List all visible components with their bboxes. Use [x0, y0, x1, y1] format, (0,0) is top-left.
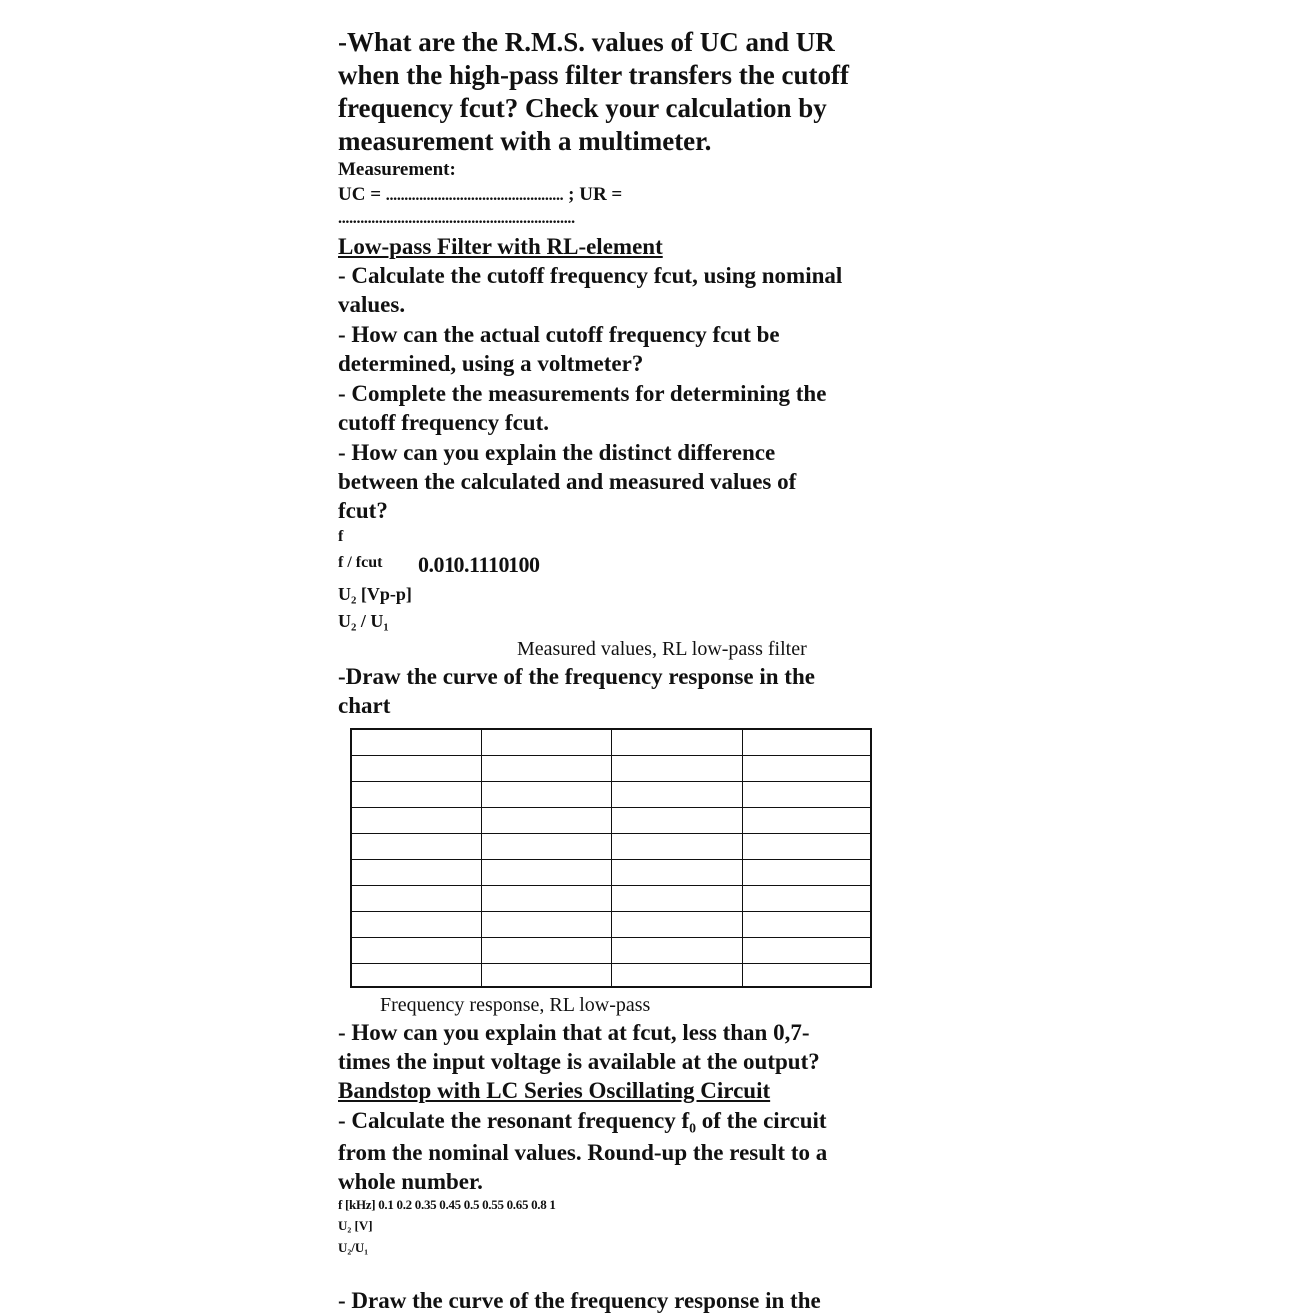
grid-hline [352, 833, 870, 834]
table1-row-ratio-label: f / fcut [338, 554, 383, 571]
grid-vline [481, 730, 482, 986]
bandstop-row-u2: U₂ [V] [338, 1218, 373, 1233]
question-rms-line-3: frequency fcut? Check your calculation by [338, 93, 827, 123]
lowpass-q2-line-2: determined, using a voltmeter? [338, 351, 644, 376]
grid-hline [352, 937, 870, 938]
lowpass-q3-line-2: cutoff frequency fcut. [338, 410, 549, 435]
lowpass-q4-line-2: between the calculated and measured values of [338, 469, 797, 494]
uc-dots: ................................................ [385, 187, 564, 204]
lowpass-heading: Low-pass Filter with RL-element [338, 234, 663, 259]
bandstop-row-u2u1: U₂/U₁ [338, 1240, 369, 1255]
bandstop-row-f: f [kHz] 0.1 0.2 0.35 0.45 0.5 0.55 0.65 0.8 1 [338, 1197, 556, 1212]
uc-label: UC = [338, 184, 386, 205]
bandstop-heading: Bandstop with LC Series Oscillating Circuit [338, 1078, 771, 1103]
grid-hline [352, 781, 870, 782]
grid-vline [611, 730, 612, 986]
question-rms-line-4: measurement with a multimeter. [338, 126, 712, 156]
grid-hline [352, 807, 870, 808]
grid-vline [742, 730, 743, 986]
lowpass-q4-line-3: fcut? [338, 498, 388, 523]
table1-row-f: f [338, 528, 344, 545]
bandstop-q1-line-3: whole number. [338, 1169, 483, 1194]
table1-caption: Measured values, RL low-pass filter [517, 638, 807, 660]
table1-row-ratio-values: 0.01 0.1 1 10 100 [418, 552, 540, 577]
chart-caption: Frequency response, RL low-pass [380, 994, 651, 1016]
ur-label: ; UR = [563, 184, 623, 205]
question-rms-line-1: -What are the R.M.S. values of UC and UR [338, 27, 835, 57]
table1-row-u2u1: U₂ / U₁ [338, 611, 389, 631]
bandstop-q1-line-2: from the nominal values. Round-up the result to a [338, 1140, 828, 1165]
frequency-response-grid [350, 728, 872, 988]
measurement-label: Measurement: [338, 159, 456, 180]
lowpass-q2-line-1: - How can the actual cutoff frequency fcut be [338, 322, 780, 347]
grid-hline [352, 755, 870, 756]
lowpass-q4-line-1: - How can you explain the distinct difference [338, 440, 776, 465]
draw2-line-1: - Draw the curve of the frequency response in the [338, 1288, 821, 1313]
grid-hline [352, 859, 870, 860]
measurement-line [338, 184, 622, 206]
lowpass-q1-line-2: values. [338, 292, 406, 317]
table1-row-u2: U₂ [Vp-p] [338, 584, 412, 604]
grid-hline [352, 911, 870, 912]
lowpass-q3-line-1: - Complete the measurements for determining the [338, 381, 827, 406]
explain-line-2: times the input voltage is available at the output? [338, 1049, 820, 1074]
ur-dots-line: ................................................................ [338, 210, 575, 227]
draw1-line-2: chart [338, 693, 391, 718]
grid-hline [352, 885, 870, 886]
question-rms-line-2: when the high-pass filter transfers the cutoff [338, 60, 849, 90]
draw1-line-1: -Draw the curve of the frequency response in the [338, 664, 815, 689]
bandstop-q1-line-1: - Calculate the resonant frequency f₀ of the circuit [338, 1108, 827, 1133]
grid-hline [352, 963, 870, 964]
explain-line-1: - How can you explain that at fcut, less than 0,7- [338, 1020, 810, 1045]
lowpass-q1-line-1: - Calculate the cutoff frequency fcut, using nominal [338, 263, 843, 288]
